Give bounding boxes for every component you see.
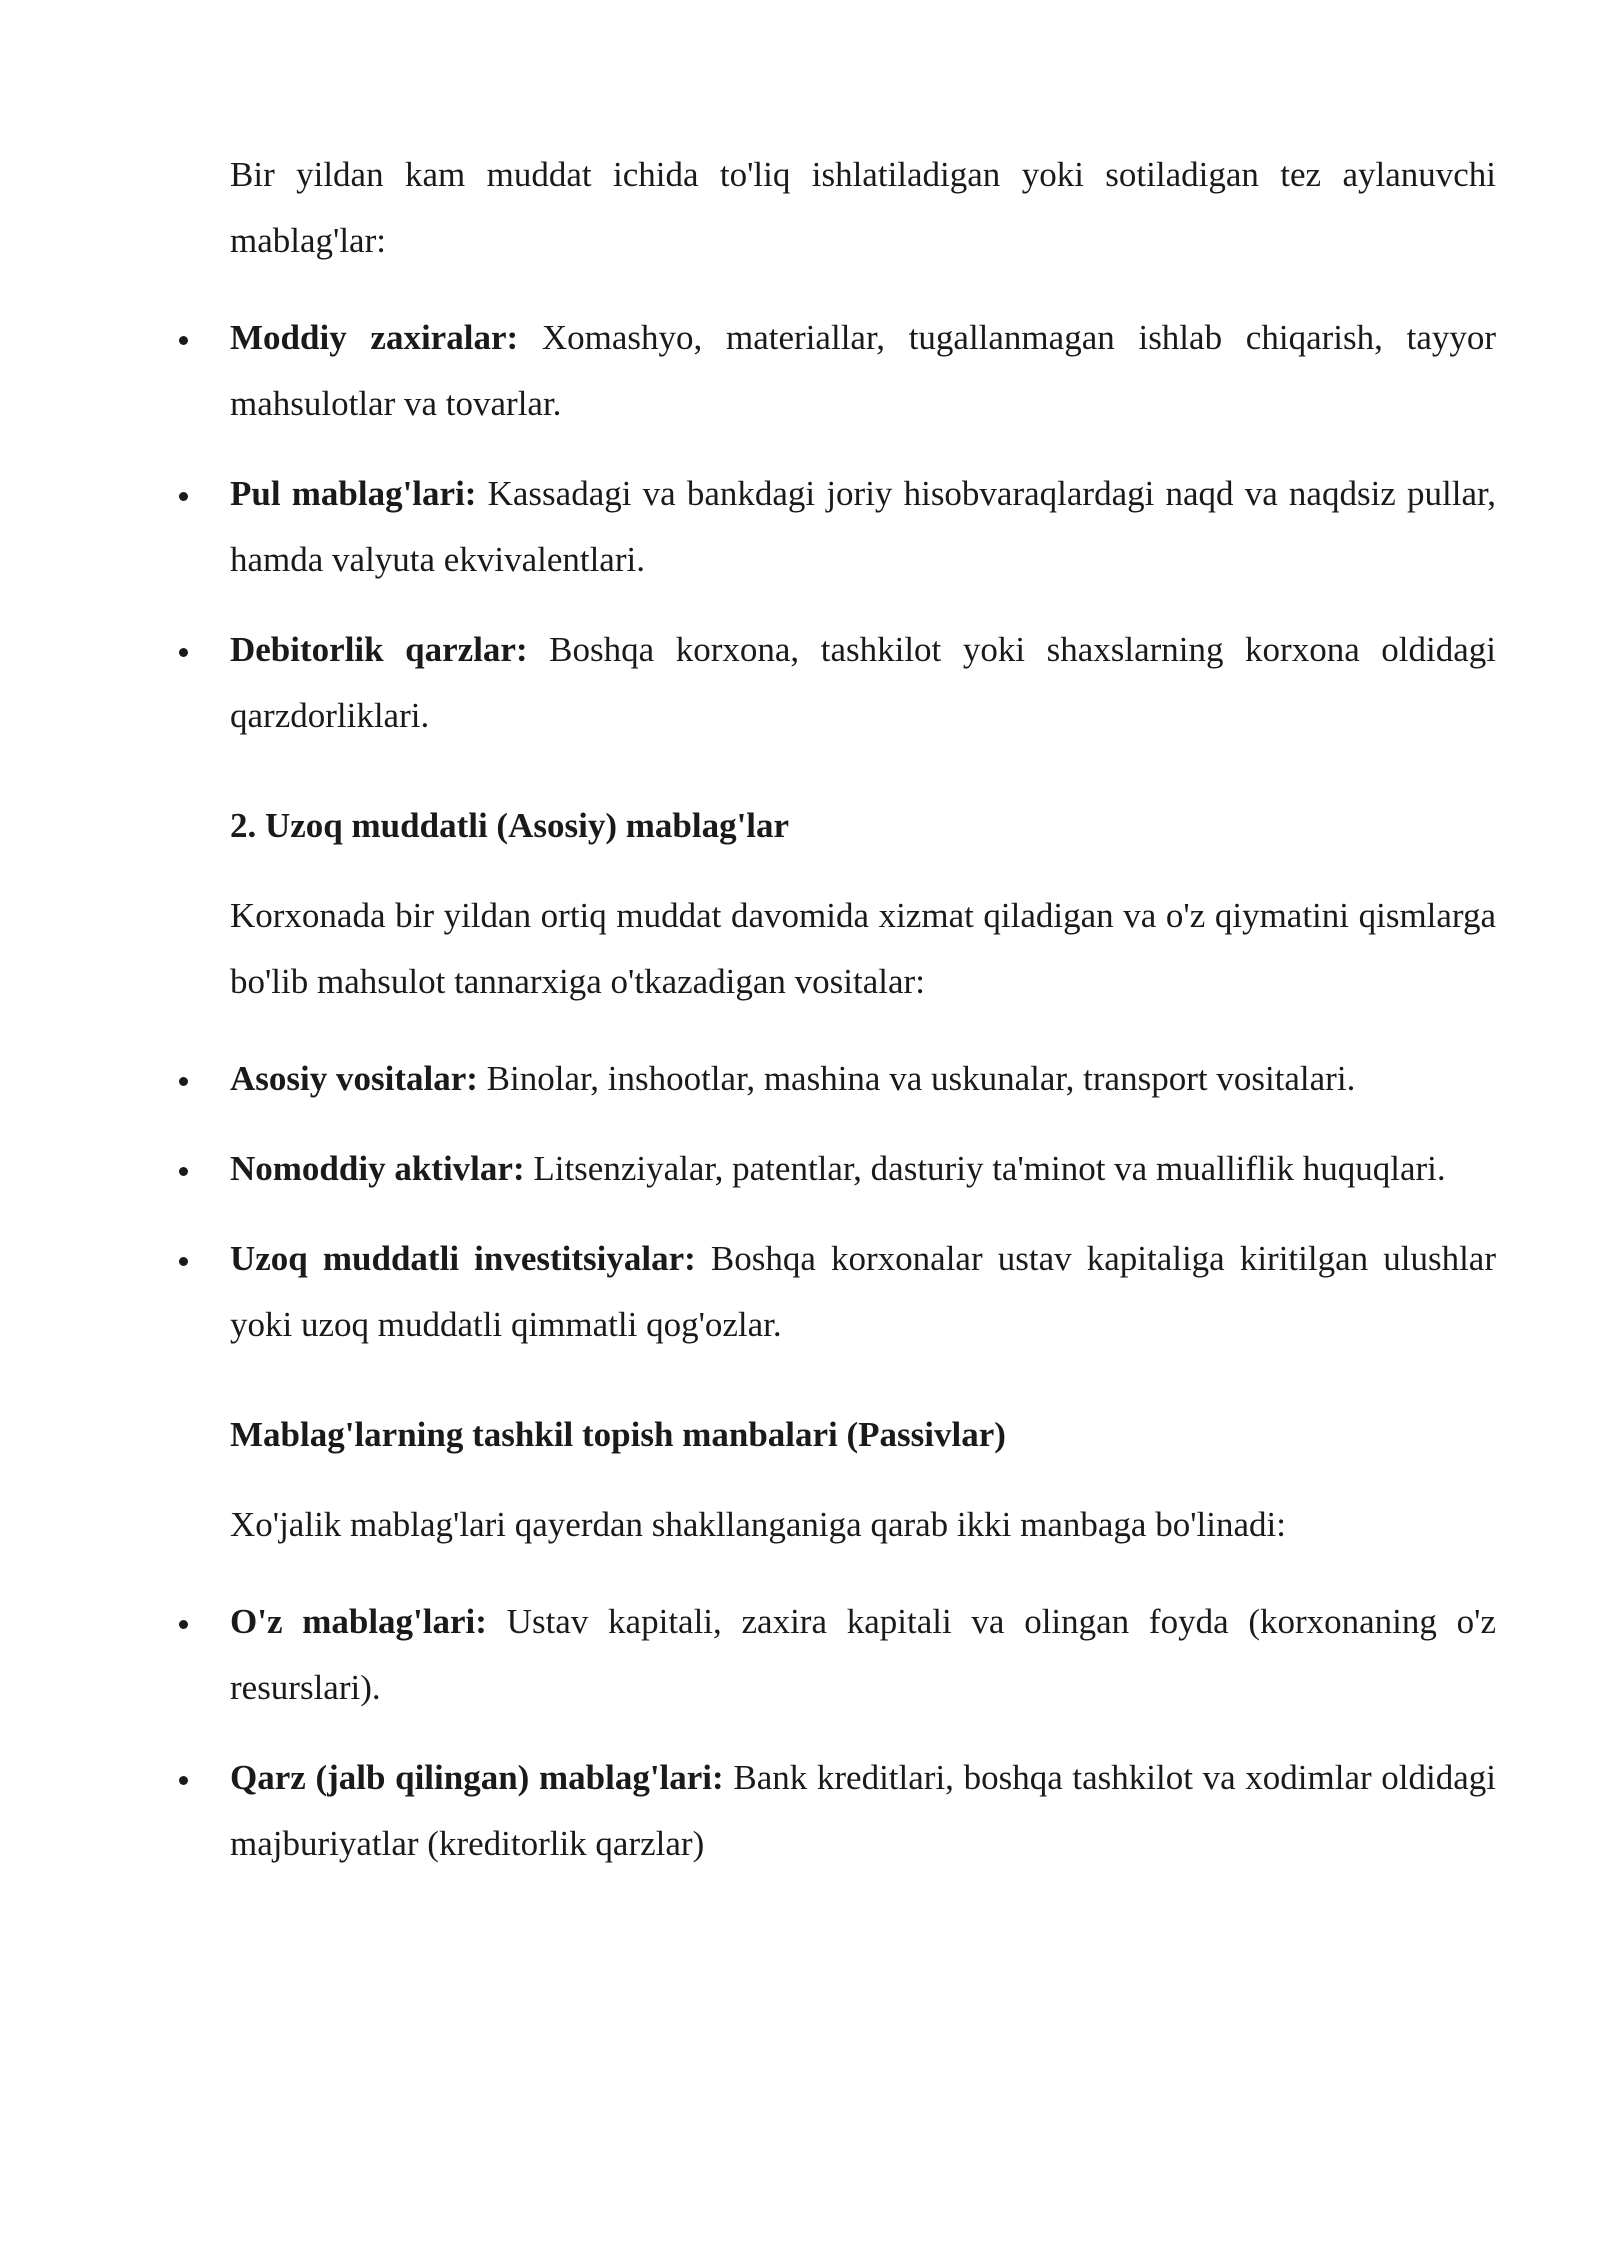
- term-description: Litsenziyalar, patentlar, dasturiy ta'minot va mualliflik huquqlari.: [533, 1149, 1446, 1188]
- list-item-moddiy-zaxiralar: [230, 305, 1496, 437]
- term-label: Pul mablag'lari:: [230, 474, 477, 513]
- current-assets-list: [230, 305, 1496, 749]
- term-description: Binolar, inshootlar, mashina va uskunalar, transport vositalari.: [486, 1059, 1356, 1098]
- section-intro: Xo'jalik mablag'lari qayerdan shakllanganiga qarab ikki manbaga bo'linadi:: [230, 1505, 1286, 1544]
- list-item-uzoq-muddatli-investitsiyalar: [230, 1226, 1496, 1358]
- list-item-debitorlik-qarzlar: [230, 617, 1496, 749]
- list-item-pul-mablaglari: [230, 461, 1496, 593]
- term-label: Asosiy vositalar:: [230, 1059, 478, 1098]
- term-label: O'z mablag'lari:: [230, 1602, 487, 1641]
- section-funding-sources: [230, 1402, 1496, 1877]
- list-item-qarz-mablaglari: [230, 1745, 1496, 1877]
- list-item-nomoddiy-aktivlar: [230, 1136, 1496, 1202]
- term-description: Boshqa korxona, tashkilot yoki shaxslarning korxona oldidagi qarzdorliklari.: [230, 630, 1497, 735]
- term-label: Uzoq muddatli investitsiyalar:: [230, 1239, 696, 1278]
- term-label: Qarz (jalb qilingan) mablag'lari:: [230, 1758, 724, 1797]
- section-intro: Korxonada bir yildan ortiq muddat davomida xizmat qiladigan va o'z qiymatini qismlarga bo'lib mahsulot tannarxiga o'tkazadigan vositalar:: [230, 896, 1496, 1001]
- term-label: Debitorlik qarzlar:: [230, 630, 528, 669]
- section-heading: 2. Uzoq muddatli (Asosiy) mablag'lar: [230, 806, 790, 845]
- term-description: Boshqa korxonalar ustav kapitaliga kiritilgan ulushlar yoki uzoq muddatli qimmatli qog'ozlar.: [230, 1239, 1496, 1344]
- term-description: Kassadagi va bankdagi joriy hisobvaraqlardagi naqd va naqdsiz pullar, hamda valyuta ekvivalentlari.: [230, 474, 1496, 579]
- term-description: Xomashyo, materiallar, tugallanmagan ishlab chiqarish, tayyor mahsulotlar va tovarlar.: [230, 318, 1497, 423]
- section-long-term-assets: [230, 793, 1496, 1358]
- long-term-assets-list: [230, 1046, 1496, 1358]
- term-label: Moddiy zaxiralar:: [230, 318, 519, 357]
- list-item-asosiy-vositalar: [230, 1046, 1496, 1112]
- intro-paragraph-current-assets: Bir yildan kam muddat ichida to'liq ishlatiladigan yoki sotiladigan tez aylanuvchi mablag'lar:: [230, 155, 1496, 260]
- section-heading: Mablag'larning tashkil topish manbalari (Passivlar): [230, 1415, 1006, 1454]
- list-item-oz-mablaglari: [230, 1589, 1496, 1721]
- term-description: Bank kreditlari, boshqa tashkilot va xodimlar oldidagi majburiyatlar (kreditorlik qarzlar): [230, 1758, 1497, 1863]
- term-label: Nomoddiy aktivlar:: [230, 1149, 525, 1188]
- term-description: Ustav kapitali, zaxira kapitali va olingan foyda (korxonaning o'z resurslari).: [230, 1602, 1496, 1707]
- funding-sources-list: [230, 1589, 1496, 1877]
- document-page: [230, 142, 1496, 1901]
